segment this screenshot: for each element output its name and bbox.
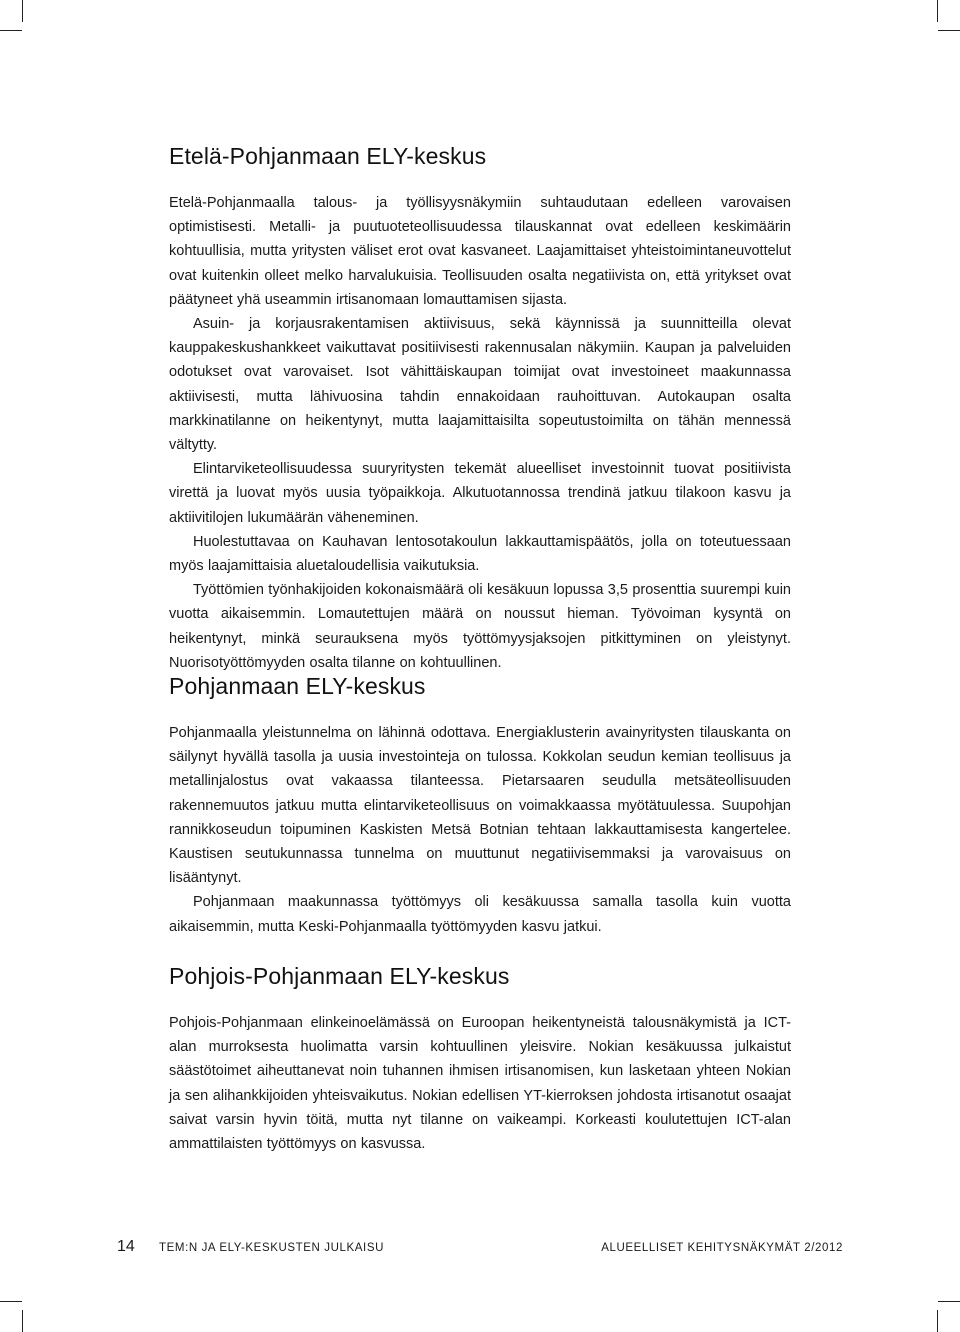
crop-mark [937,0,938,22]
page-footer [0,1238,960,1262]
section-title: Pohjois-Pohjanmaan ELY-keskus [169,963,510,989]
paragraph: Pohjois-Pohjanmaan elinkeinoelämässä on Euroopan heikentyneistä talousnäkymistä ja ICT-alan murroksesta huolimatta varsin kohtuullinen yleisvire. Nokian kesäkuussa julkaistut säästötoimet aiheuttanevat noin tuhannen ihmisen irtisanomisen, kun lasketaan yhteen Nokian ja sen alihankkijoiden yhteisvaikutus. Nokian edellisen YT-kierroksen johdosta irtisanotut osaajat saivat varsin hyvin töitä, mutta nyt tilanne on vaikeampi. Korkeasti koulutettujen ICT-alan ammattilaisten työttömyys on kasvussa. [169,1015,791,1153]
publication-series: TEM:N JA ELY-KESKUSTEN JULKAISU [159,1242,385,1254]
crop-mark [0,1301,22,1302]
crop-mark [22,1310,23,1332]
paragraph: Elintarviketeollisuudessa suuryritysten tekemät alueelliset investoinnit tuovat positiivista virettä ja luovat myös uusia työpaikkoja. Alkutuotannossa trendinä jatkuu tilakoon kasvu ja aktiivitilojen lukumäärän väheneminen. [169,461,791,526]
section-pohjanmaa [169,671,791,939]
crop-mark [938,1301,960,1302]
paragraph: Työttömien työnhakijoiden kokonaismäärä oli kesäkuun lopussa 3,5 prosenttia suurempi kuin vuotta aikaisemmin. Lomautettujen määrä on noussut hieman. Työvoiman kysyntä on heikentynyt, minkä seurauksena myös työttömyysjaksojen pitkittyminen on yleistynyt. Nuorisotyöttömyyden osalta tilanne on kohtuullinen. [169,582,791,671]
section-title: Pohjanmaan ELY-keskus [169,673,426,699]
section-etela-pohjanmaa [169,141,791,675]
crop-mark [22,0,23,22]
section-body [169,721,791,939]
paragraph: Pohjanmaan maakunnassa työttömyys oli kesäkuussa samalla tasolla kuin vuotta aikaisemmin, mutta Keski-Pohjanmaalla työttömyyden kasvu jatkui. [169,894,791,935]
section-body [169,191,791,675]
section-title: Etelä-Pohjanmaan ELY-keskus [169,143,487,169]
paragraph: Pohjanmaalla yleistunnelma on lähinnä odottava. Energiaklusterin avainyritysten tilauskanta on säilynyt hyvällä tasolla ja uusia investointeja on tulossa. Kokkolan seudun kemian teollisuus ja metallinjalostus ovat vakaassa tilanteessa. Pietarsaaren seudulla metsäteollisuuden rakennemuutos jatkuu mutta elintarviketeollisuus on voimakkaassa myötätuulessa. Suupohjan rannikkoseudun toipuminen Kaskisten Metsä Botnian tehtaan lakkauttamisesta kangertelee. Kaustisen seutukunnassa tunnelma on muuttunut negatiivisemmaksi ja varovaisuus on lisääntynyt. [169,725,791,887]
crop-mark [937,1310,938,1332]
publication-title: ALUEELLISET KEHITYSNÄKYMÄT 2/2012 [601,1242,843,1254]
crop-mark [0,30,22,31]
section-pohjois-pohjanmaa [169,961,791,1156]
section-body [169,1011,791,1156]
page-number: 14 [117,1238,135,1255]
paragraph: Etelä-Pohjanmaalla talous- ja työllisyysnäkymiin suhtaudutaan edelleen varovaisen optimistisesti. Metalli- ja puutuoteteollisuudessa tilauskannat ovat edelleen keskimäärin kohtuullisia, mutta yritysten väliset erot ovat kasvaneet. Laajamittaiset yhteistoimintaneuvottelut ovat kuitenkin olleet melko harvalukuisia. Teollisuuden osalta negatiivista on, että yritykset ovat päätyneet yhä useammin irtisanomaan lomauttamisen sijasta. [169,195,791,308]
paragraph: Asuin- ja korjausrakentamisen aktiivisuus, sekä käynnissä ja suunnitteilla olevat kauppakeskushankkeet vaikuttavat positiivisesti rakennusalan näkymiin. Kaupan ja palveluiden odotukset ovat varovaiset. Isot vähittäiskaupan toimijat ovat investoineet maakunnassa aktiivisesti, mutta lähivuosina tahdin ennakoidaan rauhoittuvan. Autokaupan osalta markkinatilanne on heikentynyt, mutta laajamittaisilta sopeutustoimilta on tähän mennessä vältytty. [169,316,791,454]
crop-mark [938,30,960,31]
paragraph: Huolestuttavaa on Kauhavan lentosotakoulun lakkauttamispäätös, jolla on toteutuessaan myös laajamittaisia aluetaloudellisia vaikutuksia. [169,533,791,575]
